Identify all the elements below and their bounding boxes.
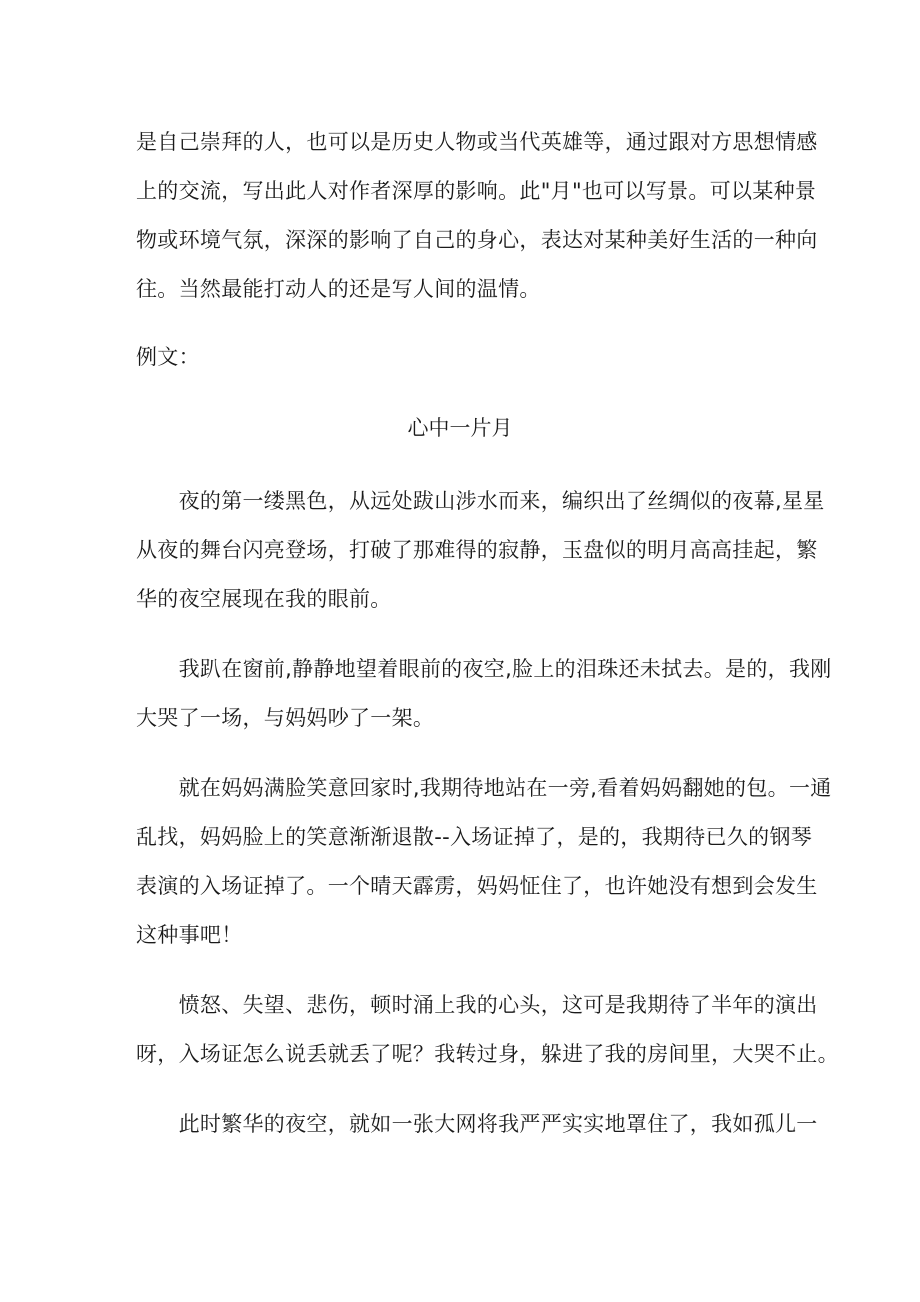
essay-line: 就在妈妈满脸笑意回家时,我期待地站在一旁,看着妈妈翻她的包。一通 bbox=[136, 776, 832, 800]
essay-line: 夜的第一缕黑色，从远处跋山涉水而来，编织出了丝绸似的夜幕,星星 bbox=[136, 489, 825, 513]
essay-line: 表演的入场证掉了。一个晴天霹雳，妈妈怔住了，也许她没有想到会发生 bbox=[136, 874, 818, 898]
essay-line: 大哭了一场，与妈妈吵了一架。 bbox=[136, 706, 435, 730]
essay-line: 愤怒、失望、悲伤，顿时涌上我的心头，这可是我期待了半年的演出 bbox=[136, 993, 818, 1017]
intro-line: 物或环境气氛，深深的影响了自己的身心，表达对某种美好生活的一种向 bbox=[136, 228, 818, 252]
essay-line: 华的夜空展现在我的眼前。 bbox=[136, 587, 392, 611]
example-label: 例文： bbox=[136, 345, 200, 369]
essay-line: 此时繁华的夜空，就如一张大网将我严严实实地罩住了，我如孤儿一 bbox=[136, 1112, 818, 1136]
essay-line: 呀，入场证怎么说丢就丢了呢？我转过身，躲进了我的房间里，大哭不止。 bbox=[136, 1042, 839, 1066]
essay-line: 我趴在窗前,静静地望着眼前的夜空,脸上的泪珠还未拭去。是的，我刚 bbox=[136, 657, 832, 681]
essay-line: 乱找，妈妈脸上的笑意渐渐退散--入场证掉了，是的，我期待已久的钢琴 bbox=[136, 825, 813, 849]
intro-line: 是自己崇拜的人，也可以是历史人物或当代英雄等，通过跟对方思想情感 bbox=[136, 130, 818, 154]
essay-line: 这种事吧！ bbox=[136, 923, 243, 947]
intro-line: 上的交流，写出此人对作者深厚的影响。此"月"也可以写景。可以某种景 bbox=[136, 179, 817, 203]
essay-title: 心中一片月 bbox=[407, 416, 513, 440]
intro-line: 往。当然最能打动人的还是写人间的温情。 bbox=[136, 277, 541, 301]
essay-line: 从夜的舞台闪亮登场，打破了那难得的寂静，玉盘似的明月高高挂起，繁 bbox=[136, 538, 818, 562]
